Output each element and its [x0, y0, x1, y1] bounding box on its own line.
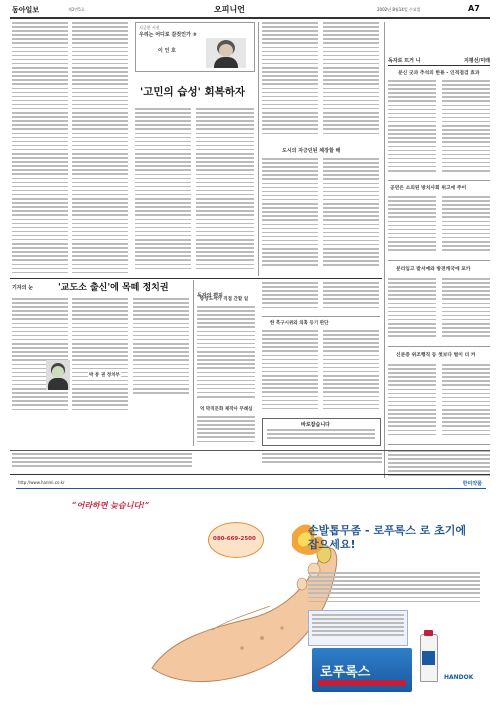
sidebar-sep-3: [388, 346, 490, 347]
ad-divider: [16, 488, 486, 489]
reporter-text-c: [133, 298, 189, 416]
header-rule: [10, 17, 490, 19]
subscription-info: [12, 453, 192, 471]
reader-contact-info: [262, 453, 382, 471]
sidebar-headline-4: 신분증 위조행직 등 첫보다 벌이 더 커: [396, 353, 476, 358]
divider-2: [384, 22, 385, 542]
issue-date: 2002년 8월14일 수요일: [377, 7, 421, 12]
column-series-label: 지긋한 시선: [139, 25, 160, 30]
reporter-text-a: [12, 298, 68, 416]
product-name: 로푸록스: [320, 665, 371, 680]
article-text-col2d: [323, 158, 379, 272]
sidebar-text-3a: [388, 278, 436, 342]
ad-speech-text: “어라하면 늦습니다!”: [72, 500, 150, 510]
footer-rule: [10, 450, 490, 451]
column-byline: 이 인 호: [158, 48, 176, 54]
ad-headline: 손발톱무좀 - 로푸록스 로 초기에 잡으세요!: [308, 524, 467, 551]
sidebar-text-2a: [388, 196, 436, 256]
issue-number: 제2만5호: [68, 7, 85, 12]
letter-headline-2: 한 흑구시위와 의혹 등기 판단: [270, 321, 329, 326]
ad-info-panel: [308, 610, 408, 646]
letter-text-2b: [323, 330, 379, 416]
letter-headline-1: 중앙도시가 직접 간할 일: [200, 297, 249, 302]
author-photo: [206, 38, 246, 68]
sidebar-text-2b: [442, 196, 490, 256]
divider-1: [258, 22, 259, 276]
ad-body-text: [308, 572, 480, 608]
reporter-photo: [46, 360, 70, 390]
letter-text-1b: [262, 282, 318, 314]
advertisement: [12, 478, 490, 700]
page-number: A7: [468, 4, 480, 13]
product-bottle: [420, 634, 438, 682]
letters-section-header: [197, 282, 257, 299]
page-title: 오피니언: [214, 4, 245, 14]
sidebar-sep-2: [388, 260, 490, 261]
letters-section-label: 독자의 편지: [197, 293, 223, 299]
editorial-headline: 도시의 자긍던된 체장할 해: [282, 148, 341, 154]
article-text-col2a: [262, 22, 318, 142]
sidebar-text-1b: [442, 80, 490, 176]
sidebar-headline-1: 분신 굿과 추석의 한용 - 인격점검 효과: [398, 71, 480, 76]
correction-label: 바로잡습니다: [301, 422, 330, 428]
product-package: [312, 648, 412, 692]
reporter-column-title: '교도소 출신'에 목떼 정치권: [58, 283, 169, 293]
reporter-byline: 박 봉 권 정치부: [89, 373, 120, 378]
article-text-col1b: [72, 22, 128, 274]
ad-brand: 한미약품: [462, 481, 482, 487]
column-title: '고민의 습성' 회복하자: [140, 86, 246, 98]
sidebar-text-4a: [388, 364, 436, 440]
ad-url[interactable]: http://www.hanmi.co.kr: [18, 480, 65, 485]
sidebar-headline-3: 분리입고 밭서예와 방전캐국에 포카: [396, 267, 471, 272]
letter-headline-3: 억 막직문화 제작사 무례심: [200, 407, 253, 412]
sidebar-sep-1: [388, 180, 490, 181]
sidebar-tag: 지평선/미래: [464, 58, 490, 64]
column-box-label: 우리는 어디로 갈것인가 ③: [139, 32, 197, 38]
sidebar-headline-2: 공연은 소외된 방치사회 위고에 주어: [390, 186, 467, 191]
article-text-col2c: [262, 158, 318, 272]
article-text-col2b: [323, 22, 379, 142]
letter-text-2a: [262, 330, 318, 416]
letter-text-3: [197, 416, 255, 446]
article-text-col1c: [135, 108, 191, 274]
reporter-text-b: [72, 298, 128, 416]
sidebar-sep-4: [388, 444, 490, 445]
phone-badge: [208, 522, 264, 558]
letters-sep-1: [262, 316, 380, 317]
masthead: [0, 0, 500, 18]
ad-headline-box: [308, 524, 478, 568]
column-header-box: [135, 22, 255, 72]
phone-number[interactable]: 080-669-2500: [213, 536, 256, 542]
maker-logo: HANDOK: [444, 674, 474, 681]
divider-3: [193, 280, 194, 446]
sidebar-title-bar: [388, 56, 490, 66]
article-text-col1a: [12, 22, 68, 274]
paper-name: 동아일보: [12, 6, 40, 14]
letter-text-1: [197, 306, 255, 402]
section-rule: [10, 278, 382, 279]
letter-text-1c: [323, 282, 379, 314]
sidebar-text-4b: [442, 364, 490, 440]
sidebar-title: 독자로 뜨거 니: [388, 58, 421, 64]
sidebar-text-1a: [388, 80, 436, 176]
reporter-column-tag: 기자의 눈: [12, 285, 34, 291]
article-text-col1d: [196, 108, 254, 274]
correction-box: [262, 418, 381, 446]
ad-top-rule: [10, 474, 490, 475]
sidebar-text-3b: [442, 278, 490, 342]
